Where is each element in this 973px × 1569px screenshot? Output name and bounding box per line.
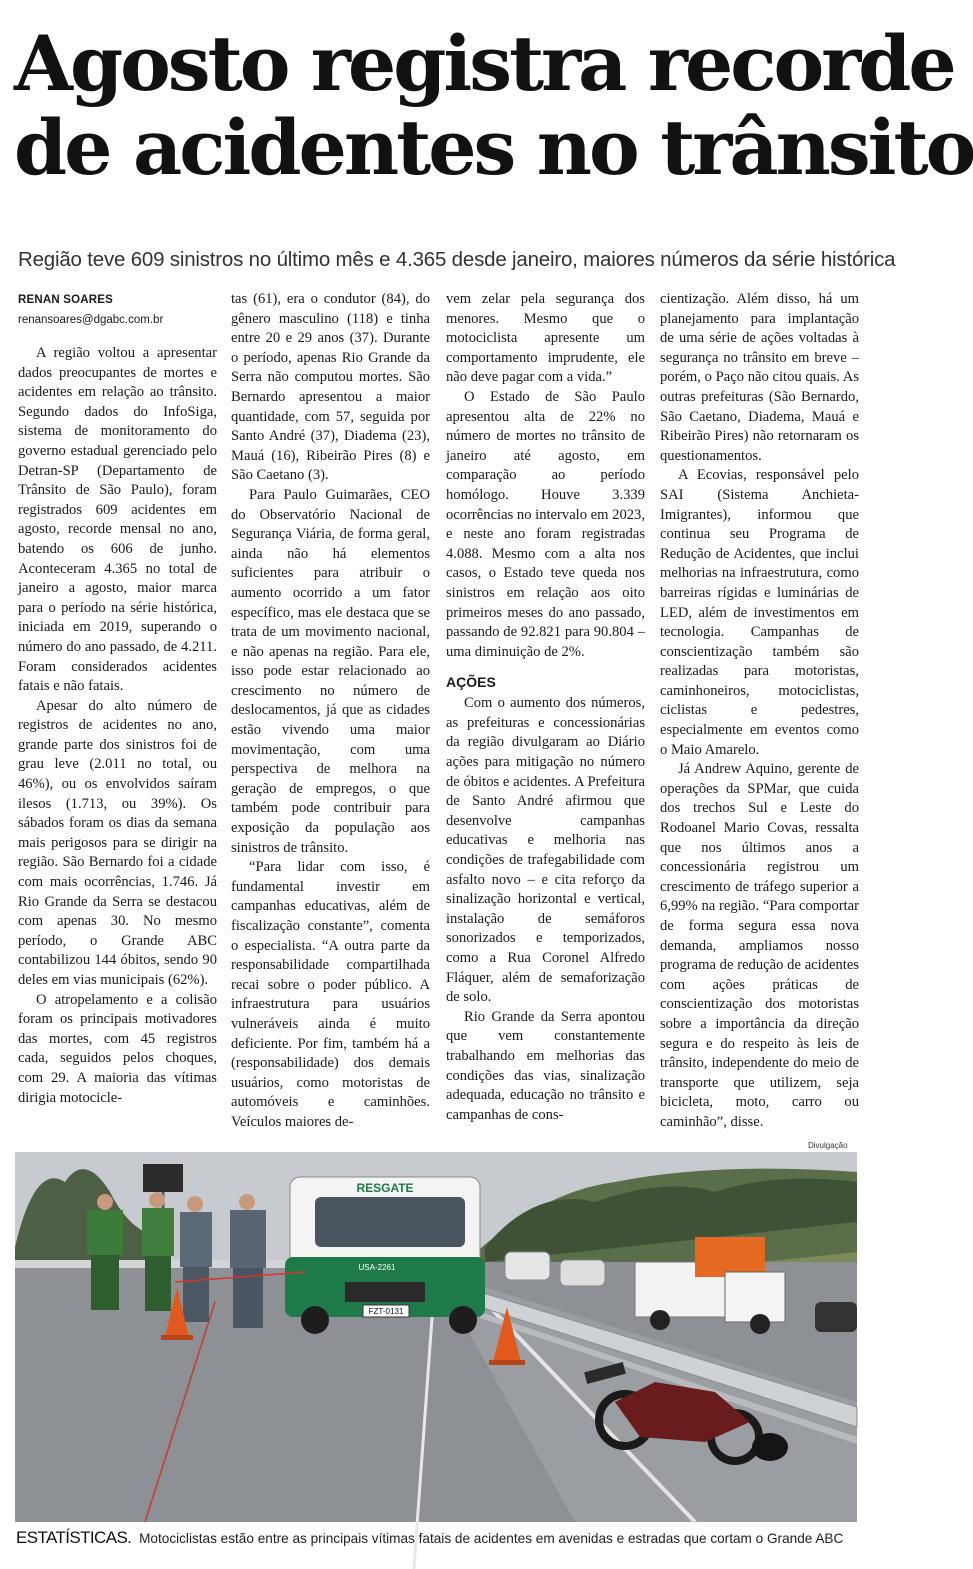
article-body: [18, 290, 859, 1130]
worker-uniform: [142, 1208, 174, 1256]
byline-author: RENAN SOARES: [18, 294, 114, 306]
ambulance-wheel: [301, 1306, 329, 1334]
ambulance-grille: [345, 1282, 425, 1302]
article-column-2: [231, 290, 430, 1130]
officer-legs: [183, 1267, 209, 1322]
article-column-1: [18, 290, 217, 1106]
photo-caption: [16, 1528, 856, 1548]
worker-legs: [145, 1256, 171, 1311]
paragraph: vem zelar pela segurança dos menores. Mesmo que o motociclista apresente um comportamento imprudente, ele não deve pagar com a vida.”: [446, 291, 645, 386]
worker-uniform: [87, 1210, 123, 1255]
paragraph: A Ecovias, responsável pelo SAI (Sistema Anchieta-Imigrantes), informou que continua seu Programa de Redução de Acidentes, que inclui melhorias na infraestrutura, como barreiras rígidas e luminárias de LED, além de investimentos em tecnologia. Campanhas de conscientização também são realizadas para motoristas, caminhoneiros, motociclistas, ciclistas e pedestres, especialmente em eventos como o Maio Amarelo.: [660, 467, 859, 758]
helmet: [752, 1433, 788, 1461]
officer-uniform: [180, 1212, 212, 1267]
worker-head: [149, 1192, 165, 1208]
road-sign: [143, 1164, 183, 1192]
article-column-4: [660, 290, 859, 1130]
truck-wheel: [750, 1314, 770, 1334]
paragraph: Para Paulo Guimarães, CEO do Observatório Nacional de Segurança Viária, de forma geral, ainda não há elementos suficientes para atribuir o aumento ocorrido a um fator específico, mas ele destaca que se trata de um movimento nacional, e não apenas na região. Para ele, isso pode estar relacionado ao crescimento no número de deslocamentos, já que as cidades estão vivendo uma maior movimentação, com uma perspectiva de melhora na geração de empregos, o que também pode contribuir para exposição da população aos sinistros de trânsito.: [231, 486, 430, 856]
paragraph: Já Andrew Aquino, gerente de operações da SPMar, que cuida dos trechos Sul e Leste do Rodoanel Mario Covas, ressalta que nos últimos anos a concessionária registrou um crescimento de tráfego superior a 6,99% na região. “Para comportar de forma segura essa nova demanda, ampliamos nosso programa de redução de acidentes com ações práticas de conscientização dos motoristas sobre a importância da direção segura e do respeito às leis de trânsito, independente do meio de transporte que utilizem, seja bicicleta, moto, carro ou caminhão”, disse.: [660, 761, 859, 1130]
ambulance-unit-code: USA-2261: [358, 1263, 396, 1272]
worker-legs: [91, 1255, 119, 1310]
paragraph: A região voltou a apresentar dados preocupantes de mortes e acidentes em relação ao trânsito. Segundo dados do InfoSiga, sistema de monitoramento do governo estadual gerenciado pelo Detran-SP (Departamento de Trânsito de São Paulo), foram registrados 609 acidentes em agosto, recorde mensal no ano, batendo os 606 de junho. Aconteceram 4.365 no total de janeiro a agosto, maior marca para o período na série histórica, iniciada em 2019, superando o número do ano passado, de 4.211. Foram considerados acidentes fatais e não fatais.: [18, 345, 217, 695]
headline-line-1: Agosto registra recorde: [14, 19, 954, 108]
accident-scene-illustration: [15, 1152, 857, 1522]
news-photo: [15, 1152, 857, 1522]
ambulance: [285, 1177, 485, 1334]
worker-head: [97, 1194, 113, 1210]
cone-base: [161, 1335, 193, 1340]
paragraph: Apesar do alto número de registros de acidentes no ano, grande parte dos sinistros foi de grau leve (2.011 no total, ou 46%), ou os envolvidos saíram ilesos (1.713, ou 39%). Os sábados foram os dias da semana mais perigosos para se dirigir na região. São Bernardo foi a cidade com mais ocorrências, 1.746. Já Rio Grande da Serra se destacou com apenas 30. No mesmo período, o Grande ABC contabilizou 144 óbitos, sendo 90 deles em vias municipais (62%).: [18, 697, 217, 988]
paragraph: O Estado de São Paulo apresentou alta de 22% no número de mortes no trânsito de janeiro até agosto, em comparação ao período homólogo. Houve 3.339 ocorrências no intervalo em 2023, e neste ano foram registradas 4.088. Mesmo com a alta nos casos, o Estado teve queda nos sinistros em relação aos oito primeiros meses do ano passado, passando de 92.821 para 90.804 – uma diminuição de 2%.: [446, 388, 645, 660]
worker-head: [187, 1196, 203, 1212]
truck-crane: [695, 1237, 765, 1277]
section-heading-acoes: AÇÕES: [446, 674, 496, 691]
headline: [14, 19, 973, 192]
officer-uniform: [230, 1210, 266, 1268]
article-column-3: [446, 290, 645, 1123]
paragraph: cientização. Além disso, há um planejamento para implantação de uma série de ações voltadas à segurança no trânsito em breve – porém, o Paço não citou quais. As outras prefeituras (São Bernardo, São Caetano, Diadema, Mauá e Ribeirão Pires) não retornaram os questionamentos.: [660, 291, 859, 464]
paragraph: tas (61), era o condutor (84), do gênero masculino (118) e tinha entre 20 e 29 anos (37). Durante o período, apenas Rio Grande da Serra não computou mortes. São Bernardo apresentou a maior quantidade, com 57, seguida por Santo André (37), Diadema (23), Mauá (16), Ribeirão Pires (8) e São Caetano (3).: [231, 291, 430, 484]
caption-text: Motociclistas estão entre as principais vítimas fatais de acidentes em avenidas e estradas que cortam o Grande ABC: [139, 1531, 844, 1546]
paragraph: “Para lidar com isso, é fundamental investir em campanhas educativas, além de fiscalização constante”, comenta o especialista. “A outra parte da responsabilidade compartilhada recai sobre o poder público. A infraestrutura para usuários vulneráveis ainda é muito deficiente. Por fim, também há a (responsabilidade) dos demais usuários, como motoristas de automóveis e caminhões. Veículos maiores de-: [231, 859, 430, 1130]
paragraph: Rio Grande da Serra apontou que vem constantemente trabalhando em melhorias das condições das vias, sinalização adequada, educação no trânsito e campanhas de cons-: [446, 1008, 645, 1123]
ambulance-label: RESGATE: [356, 1181, 414, 1195]
worker-head: [239, 1194, 255, 1210]
license-plate-text: FZT-0131: [368, 1307, 404, 1316]
car: [815, 1302, 857, 1332]
paragraph: Com o aumento dos números, as prefeituras e concessionárias da região divulgaram ao Diário ações para mitigação no número de óbitos e acidentes. A Prefeitura de Santo André afirmou que desenvolve campanhas educativas e melhoria nas condições de trafegabilidade com asfalto novo – e cita reforço da sinalização horizontal e vertical, instalação de semáforos sonorizados e temporizados, como a Rua Coronel Alfredo Fláquer, além de semaforização de solo.: [446, 695, 645, 1006]
ambulance-windshield: [315, 1197, 465, 1247]
headline-line-2: de acidentes no trânsito: [14, 103, 973, 192]
photo-credit: Divulgação: [808, 1141, 848, 1150]
truck-wheel: [650, 1310, 670, 1330]
ambulance-wheel: [449, 1306, 477, 1334]
car: [505, 1252, 550, 1280]
car: [560, 1260, 605, 1286]
truck-cab: [725, 1272, 785, 1322]
paragraph: O atropelamento e a colisão foram os principais motivadores das mortes, com 45 registros cada, seguidos pelos choques, com 29. A maioria das vítimas dirigia motocicle-: [18, 991, 217, 1106]
byline-email[interactable]: renansoares@dgabc.com.br: [18, 314, 164, 326]
caption-label: ESTATÍSTICAS.: [16, 1528, 132, 1547]
cone-base: [489, 1360, 525, 1365]
subheadline: Região teve 609 sinistros no último mês e 4.365 desde janeiro, maiores números da série histórica: [18, 248, 896, 271]
